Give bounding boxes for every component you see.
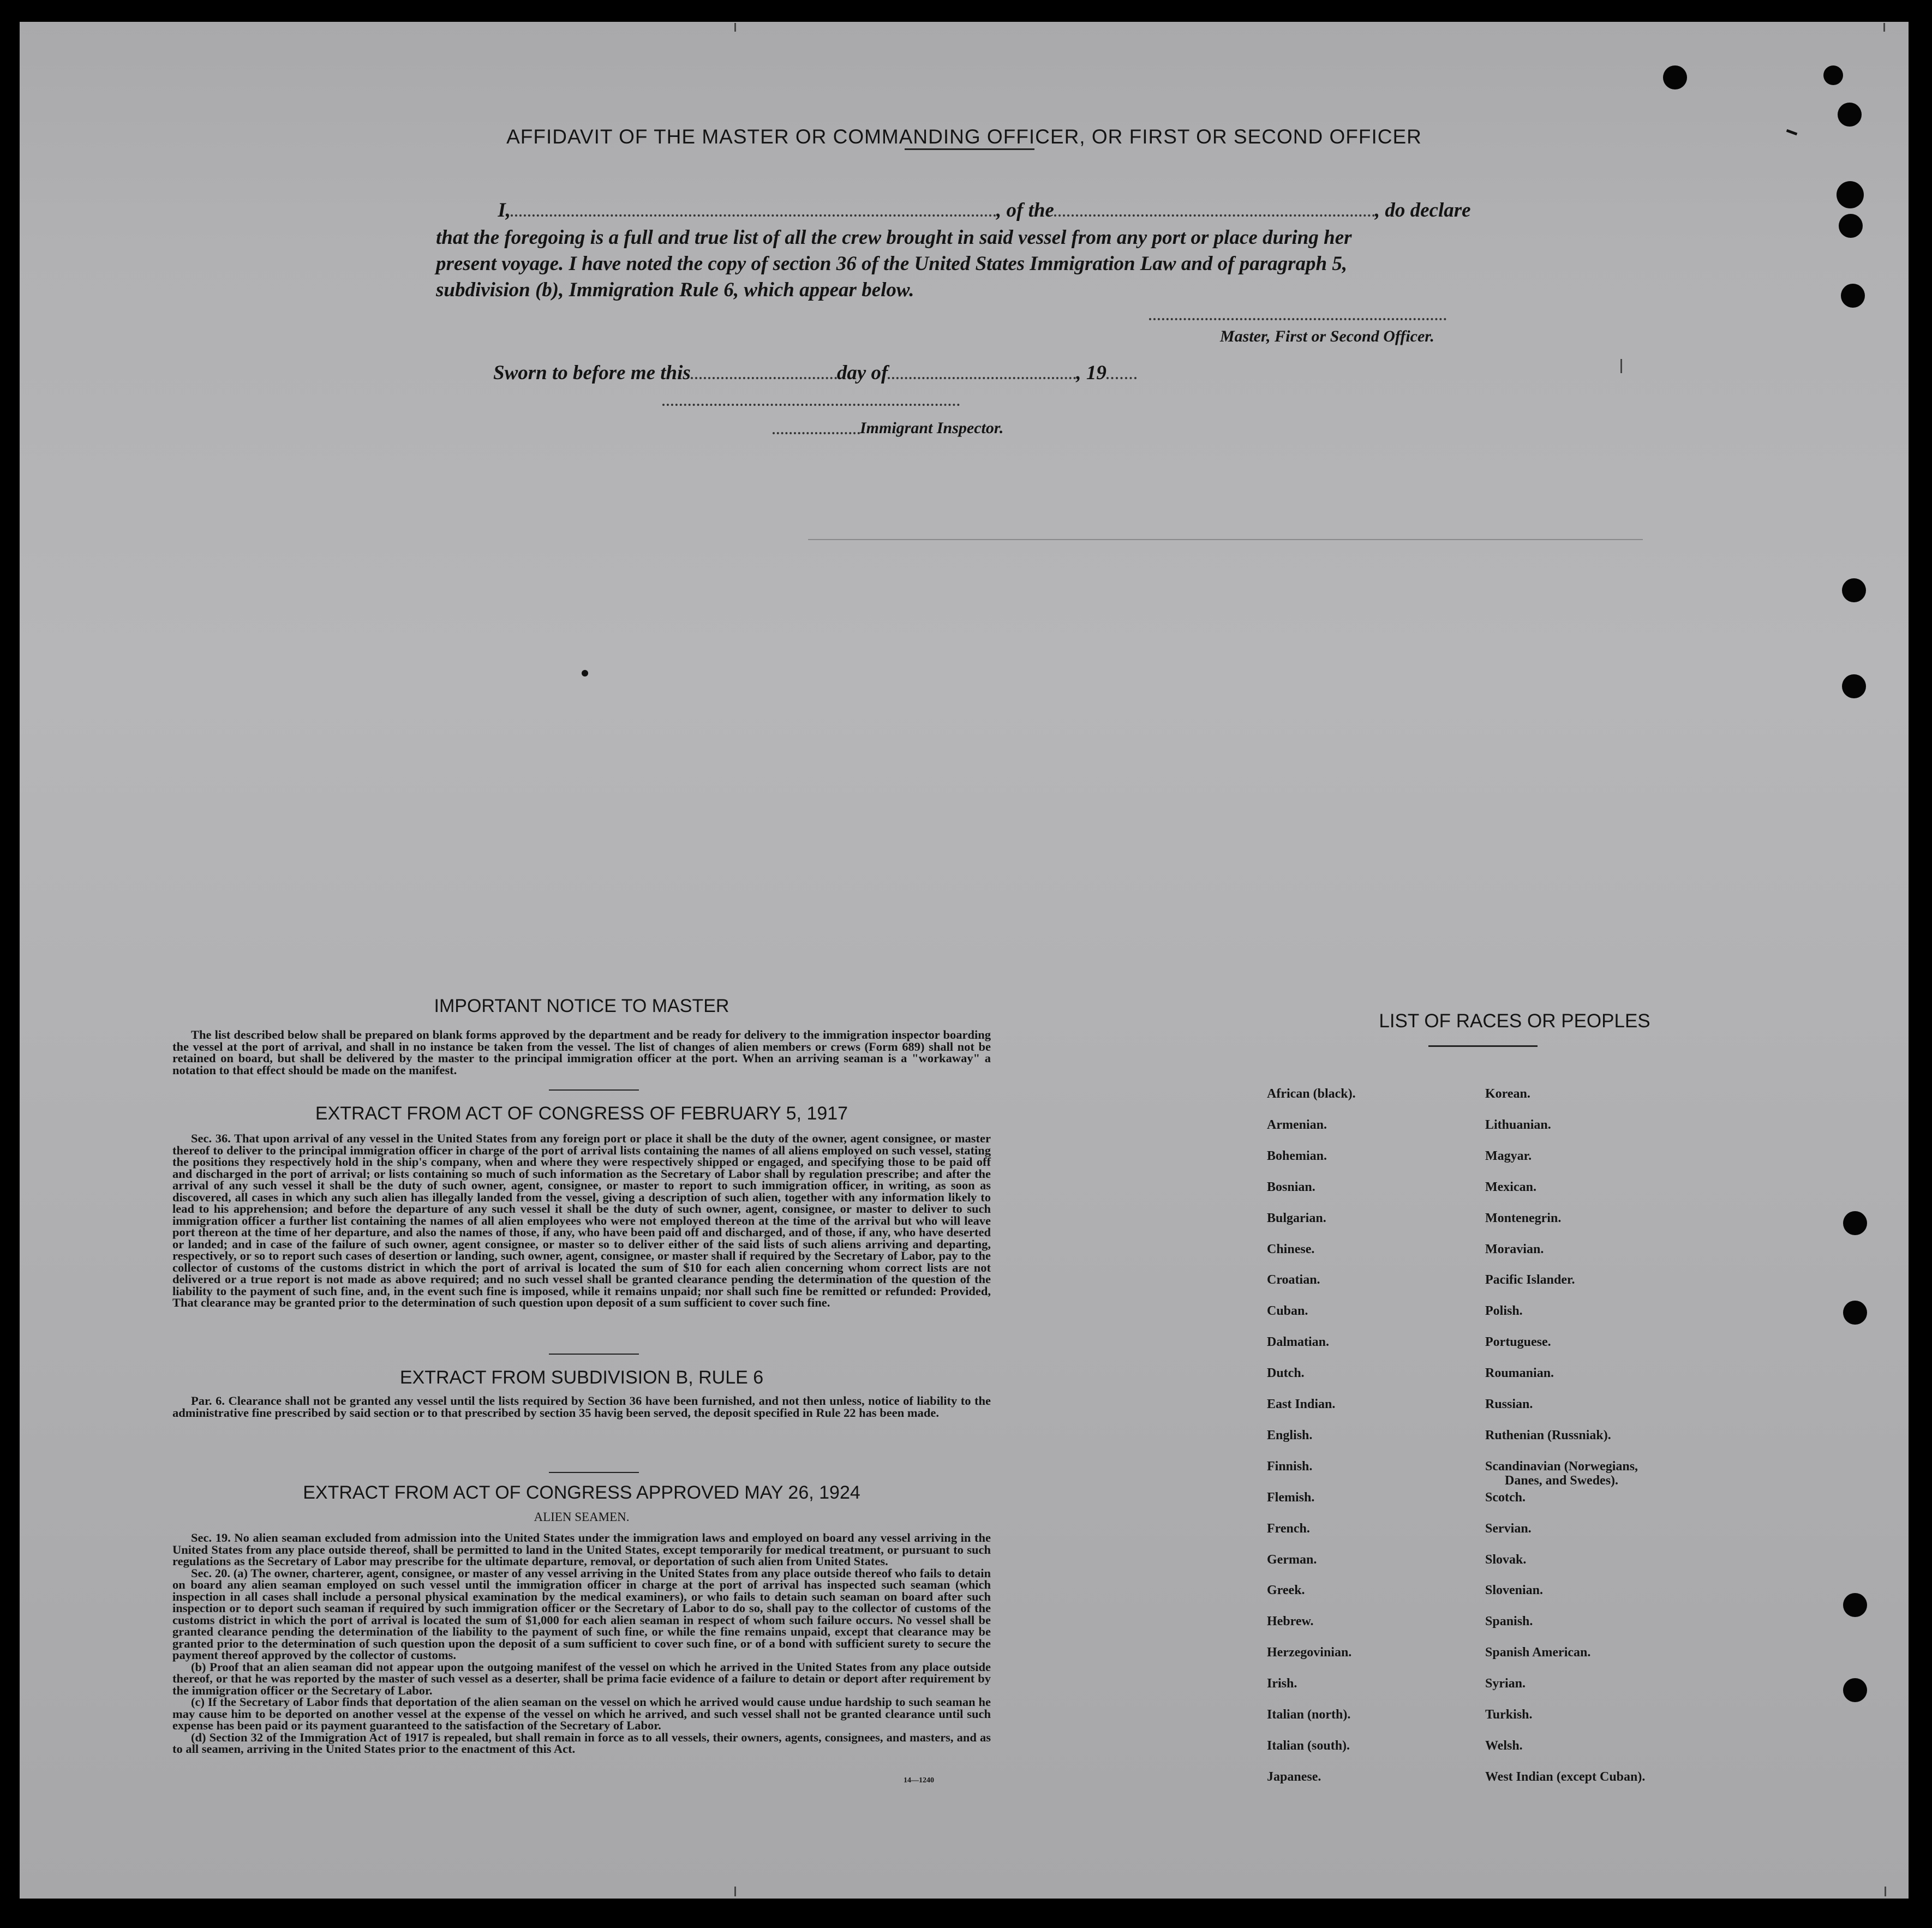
affidavit-of-the: , of the [996, 199, 1054, 221]
race-entry: Mexican. [1485, 1179, 1536, 1194]
edge-nick [734, 1887, 736, 1896]
faint-rule [808, 539, 1643, 540]
race-entry: Dutch. [1267, 1366, 1305, 1381]
races-underline [1428, 1045, 1538, 1047]
master-signature-label: Master, First or Second Officer. [1220, 327, 1434, 345]
race-entry: Italian (north). [1267, 1708, 1351, 1722]
race-entry: Finnish. [1267, 1459, 1313, 1474]
sworn-line [493, 360, 1257, 386]
race-entry: Pacific Islander. [1485, 1273, 1575, 1288]
edge-nick [1620, 359, 1622, 373]
affidavit-line-1 [436, 197, 1505, 224]
race-entry: Moravian. [1485, 1242, 1544, 1256]
race-entry: Bulgarian. [1267, 1211, 1326, 1225]
punch-hole [1843, 1593, 1867, 1617]
race-entry: Spanish American. [1485, 1645, 1591, 1660]
race-entry: Magyar. [1485, 1148, 1532, 1163]
sworn-text: Sworn to before me this [493, 362, 691, 384]
race-entry: Bosnian. [1267, 1179, 1315, 1194]
sworn-day-blank[interactable] [691, 377, 837, 379]
title-underline [905, 148, 1034, 150]
sworn-year-blank[interactable] [1106, 377, 1137, 379]
races-title: LIST OF RACES OR PEOPLES [1379, 1010, 1650, 1032]
master-signature-blank[interactable] [1149, 318, 1446, 320]
punch-hole [1843, 1678, 1867, 1702]
race-entry: Korean. [1485, 1087, 1530, 1101]
sec-20-d-text: (d) Section 32 of the Immigration Act of 1917 is repealed, but shall remain in force as to all vessels, their owners, agents, consignees, and masters, and as to all seamen, arriving in the United States prior to the enactment of this Act. [172, 1730, 991, 1756]
race-entry: Croatian. [1267, 1273, 1320, 1288]
race-entry: Greek. [1267, 1583, 1305, 1598]
form-number: 14—1240 [904, 1776, 934, 1785]
affidavit-declare: , do declare [1374, 199, 1471, 221]
extract-rule6-divider [549, 1472, 639, 1473]
notice-text: The list described below shall be prepared on blank forms approved by the department and be ready for delivery to the immigration inspector boarding the vessel at the port of arrival, and shall in no instance be taken from the vessel. The list of changes of alien members or crews (Form 689) shall not be retained on board, but shall be delivered by the master to the principal immigration officer at the port. When an arriving seaman is a "workaway" a notation to that effect should be made on the manifest. [172, 1028, 991, 1077]
punch-hole [1837, 181, 1864, 208]
affidavit-line-2: that the foregoing is a full and true list of all the crew brought in said vessel from any port or place during her [436, 226, 1352, 249]
race-entry: Turkish. [1485, 1708, 1533, 1722]
form-sheet [20, 22, 1909, 1899]
punch-hole [1823, 65, 1843, 85]
race-entry: Polish. [1485, 1304, 1523, 1319]
race-entry: Dalmatian. [1267, 1335, 1329, 1350]
race-entry: Montenegrin. [1485, 1211, 1562, 1225]
punch-hole [1843, 1301, 1867, 1325]
race-entry: Scotch. [1485, 1490, 1526, 1505]
inspector-dots [773, 432, 860, 434]
affidavit-line-4: subdivision (b), Immigration Rule 6, which appear below. [436, 279, 914, 301]
punch-hole [1839, 214, 1863, 238]
punch-hole [1842, 578, 1866, 602]
race-entry: Irish. [1267, 1676, 1297, 1691]
race-entry: Servian. [1485, 1521, 1532, 1536]
race-entry: Armenian. [1267, 1117, 1327, 1132]
race-entry: Roumanian. [1485, 1366, 1554, 1381]
extract-1924-title: EXTRACT FROM ACT OF CONGRESS APPROVED MAY 26, 1924 [303, 1482, 860, 1503]
race-entry: Portuguese. [1485, 1335, 1551, 1350]
race-entry: Syrian. [1485, 1676, 1526, 1691]
affidavit-i: I, [498, 199, 511, 221]
sec-20-a-text: Sec. 20. (a) The owner, charterer, agent, consignee, or master of any vessel arriving in the United States from any place outside thereof who fails to detain on board any alien seaman employed on such vessel until the immigration officer in charge at the port of arrival has inspected such seaman (which inspection in all cases shall include a personal physical examination by the medical examiners), or who fails to detain such seaman on board after such inspection or to deport such seaman if required by such immigration officer or the Secretary of Labor to do so, shall pay to the collector of customs of the customs district in which the port of arrival is located the sum of $1,000 for each alien seaman in respect of whom such failure occurs. No vessel shall be granted clearance pending the determination of the liability to the payment of such fine, or while the fine remains unpaid, except that clearance may be granted prior to the determination of such question upon the deposit of a sum sufficient to cover such fine, or of a bond with sufficient surety to secure the payment thereof approved by the collector of customs. [172, 1566, 991, 1662]
extract-1917-body [172, 1133, 991, 1309]
race-entry: Bohemian. [1267, 1148, 1327, 1163]
inspector-label: Immigrant Inspector. [860, 419, 1004, 437]
race-entry: Welsh. [1485, 1738, 1523, 1753]
vessel-blank[interactable] [1054, 214, 1375, 217]
inspector-signature-blank[interactable] [662, 404, 960, 406]
race-entry: Flemish. [1267, 1490, 1315, 1505]
ink-spot [582, 670, 588, 676]
notice-divider [549, 1089, 639, 1091]
sec-20-c-text: (c) If the Secretary of Labor finds that deportation of the alien seaman on the vessel on which he arrived would cause undue hardship to such seaman he may cause him to be deported on another vessel at the expense of the vessel on which he arrived, and such vessel shall not be granted clearance until such expense has been paid or its payment guaranteed to the satisfaction of the Secretary of Labor. [172, 1695, 991, 1732]
sec-20-b-text: (b) Proof that an alien seaman did not appear upon the outgoing manifest of the vessel on which he arrived in the United States from any place outside thereof, or that he was reported by the master of such vessel as a deserter, shall be prima facie evidence of a failure to detain or deport after requirement by the immigration officer or the Secretary of Labor. [172, 1660, 991, 1697]
race-entry: Ruthenian (Russniak). [1485, 1428, 1611, 1442]
punch-hole [1841, 284, 1865, 308]
race-entry: Hebrew. [1267, 1614, 1314, 1629]
race-entry-continuation: Danes, and Swedes). [1505, 1473, 1619, 1488]
alien-seamen-subtitle: ALIEN SEAMEN. [534, 1510, 630, 1524]
extract-1917-title: EXTRACT FROM ACT OF CONGRESS OF FEBRUARY 5, 1917 [315, 1103, 848, 1124]
sworn-month-blank[interactable] [888, 377, 1076, 379]
race-entry: Russian. [1485, 1397, 1533, 1411]
race-entry: Italian (south). [1267, 1738, 1350, 1753]
edge-nick [734, 23, 736, 32]
race-entry: Herzegovinian. [1267, 1645, 1352, 1660]
race-entry: African (black). [1267, 1087, 1356, 1101]
race-entry: West Indian (except Cuban). [1485, 1769, 1646, 1784]
extract-1924-body [172, 1532, 991, 1755]
par-6-text: Par. 6. Clearance shall not be granted any vessel until the lists required by Section 36 have been furnished, and not then unless, notice of liability to the administrative fine prescribed by said section or to that prescribed by section 35 havig been served, the deposit specified in Rule 22 has been made. [172, 1394, 991, 1420]
race-entry: English. [1267, 1428, 1313, 1442]
punch-hole [1663, 65, 1687, 89]
affidavit-line-3: present voyage. I have noted the copy of section 36 of the United States Immigration Law and of paragraph 5, [436, 253, 1348, 275]
extract-rule6-body [172, 1395, 991, 1418]
notice-body [172, 1029, 991, 1076]
edge-nick [1885, 1887, 1886, 1896]
sworn-day-of: day of [836, 362, 888, 384]
race-entry: Slovenian. [1485, 1583, 1544, 1598]
race-entry: Japanese. [1267, 1769, 1321, 1784]
race-entry: Cuban. [1267, 1304, 1308, 1319]
race-entry: French. [1267, 1521, 1310, 1536]
race-entry: East Indian. [1267, 1397, 1336, 1411]
sworn-year: , 19 [1076, 362, 1106, 384]
extract-1917-divider [549, 1354, 639, 1355]
punch-hole [1842, 674, 1866, 698]
race-entry: Spanish. [1485, 1614, 1533, 1629]
race-entry: Lithuanian. [1485, 1117, 1551, 1132]
extract-rule6-title: EXTRACT FROM SUBDIVISION B, RULE 6 [399, 1367, 764, 1388]
sec-19-text: Sec. 19. No alien seaman excluded from admission into the United States under the immigration laws and employed on board any vessel arriving in the United States from any place outside thereof, shall be permitted to land in the United States, except temporarily for medical treatment, or pursuant to such regulations as the Secretary of Labor may prescribe for the ultimate departure, removal, or deportation of such alien from United States. [172, 1531, 991, 1568]
edge-nick [1883, 23, 1885, 32]
punch-hole [1838, 103, 1862, 127]
race-entry: German. [1267, 1552, 1317, 1567]
notice-title: IMPORTANT NOTICE TO MASTER [434, 996, 729, 1016]
race-entry: Slovak. [1485, 1552, 1527, 1567]
affidavit-title: AFFIDAVIT OF THE MASTER OR COMMANDING OFFICER, OR FIRST OR SECOND OFFICER [506, 125, 1422, 148]
race-entry: Scandinavian (Norwegians, [1485, 1459, 1638, 1474]
race-entry: Chinese. [1267, 1242, 1315, 1256]
punch-hole [1843, 1211, 1867, 1235]
name-blank[interactable] [511, 214, 996, 217]
sec-36-text: Sec. 36. That upon arrival of any vessel in the United States from any foreign port or place it shall be the duty of the owner, agent consignee, or master thereof to deliver to the principal immigration officer in charge of the port of arrival lists containing the names of all aliens employed on such vessel, stating the positions they respectively hold in the ship's company, when and where they were respectively shipped or engaged, and specifying those to be paid off and discharged in the port of arrival; or lists containing so much of such information as the Secretary of Labor shall by regulation prescribe; and after the arrival of any such vessel it shall be the duty of such owner, agent, consignee, or master to report to such immigration officer, in writing, as soon as discovered, all cases in which any such alien has illegally landed from the vessel, giving a description of such alien, together with any information likely to lead to his apprehension; and before the departure of any such vessel it shall be the duty of such owner, agent, consignee, or master to deliver to such immigration officer a further list containing the names of all alien employees who were not employed thereon at the time of the arrival but who will leave port thereon at the time of her departure, and also the names of those, if any, who have been paid off and discharged, and of those, if any, who have deserted or landed; and in case of the failure of such owner, agent consignee, or master so to deliver either of the said lists of such aliens arriving and departing, respectively, or so to report such cases of desertion or landing, such owner, agent, consignee, or master shall if required by the Secretary of Labor, pay to the collector of customs of the customs district in which the port of arrival is located the sum of $10 for each alien concerning whom correct lists are not delivered or a true report is not made as above required; and no such vessel shall be granted clearance pending the determination of the question of the liability to the payment of such fine, and, in the event such fine is imposed, while it remains unpaid; nor shall such fine be remitted or refunded: Provided, That clearance may be granted prior to the determination of such question upon deposit of a sum sufficient to cover such fine. [172, 1131, 991, 1309]
